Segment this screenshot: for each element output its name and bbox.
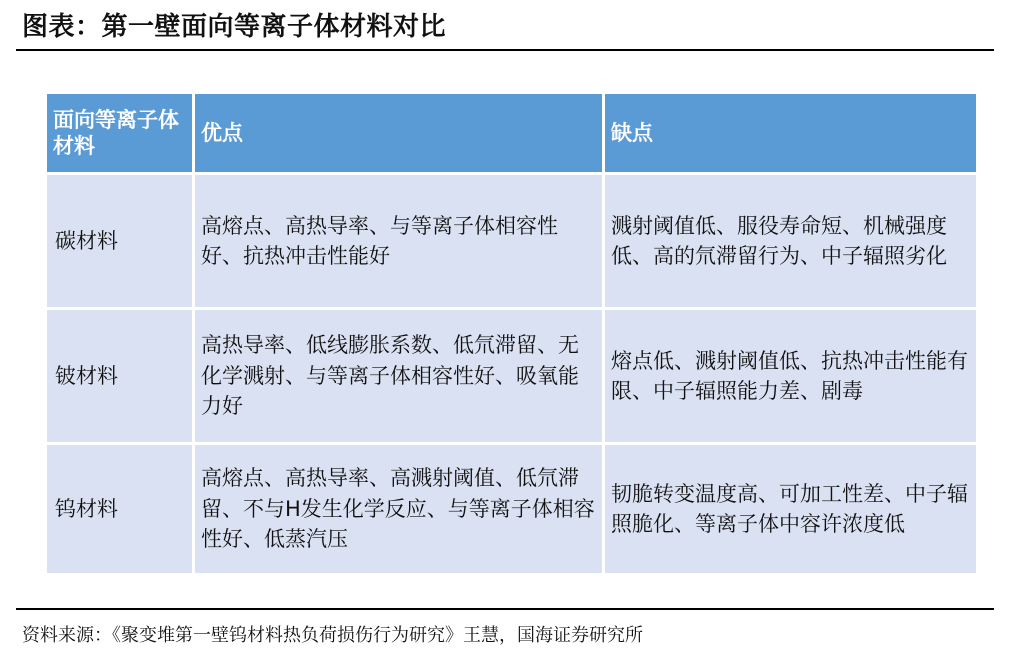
page-title: 图表：第一壁面向等离子体材料对比 (22, 12, 447, 42)
comparison-table-container (44, 91, 976, 576)
table-row (46, 309, 978, 444)
table-row (46, 444, 978, 575)
source-note: 资料来源：《聚变堆第一壁钨材料热负荷损伤行为研究》王慧，国海证券研究所 (22, 625, 643, 646)
comparison-table (44, 91, 979, 576)
material-name: 碳材料 (46, 174, 194, 309)
material-pros: 高熔点、高热导率、与等离子体相容性好、抗热冲击性能好 (194, 174, 604, 309)
material-name: 钨材料 (46, 444, 194, 575)
table-header-row (46, 93, 978, 174)
bottom-divider (16, 608, 994, 610)
material-pros: 高熔点、高热导率、高溅射阈值、低氘滞留、不与H发生化学反应、与等离子体相容性好、低蒸汽压 (194, 444, 604, 575)
header-material: 面向等离子体材料 (46, 93, 194, 174)
material-cons: 韧脆转变温度高、可加工性差、中子辐照脆化、等离子体中容许浓度低 (604, 444, 978, 575)
material-name: 铍材料 (46, 309, 194, 444)
header-cons: 缺点 (604, 93, 978, 174)
material-cons: 熔点低、溅射阈值低、抗热冲击性能有限、中子辐照能力差、剧毒 (604, 309, 978, 444)
material-cons: 溅射阈值低、服役寿命短、机械强度低、高的氘滞留行为、中子辐照劣化 (604, 174, 978, 309)
material-pros: 高热导率、低线膨胀系数、低氘滞留、无化学溅射、与等离子体相容性好、吸氧能力好 (194, 309, 604, 444)
table-row (46, 174, 978, 309)
top-divider (16, 49, 994, 51)
header-pros: 优点 (194, 93, 604, 174)
